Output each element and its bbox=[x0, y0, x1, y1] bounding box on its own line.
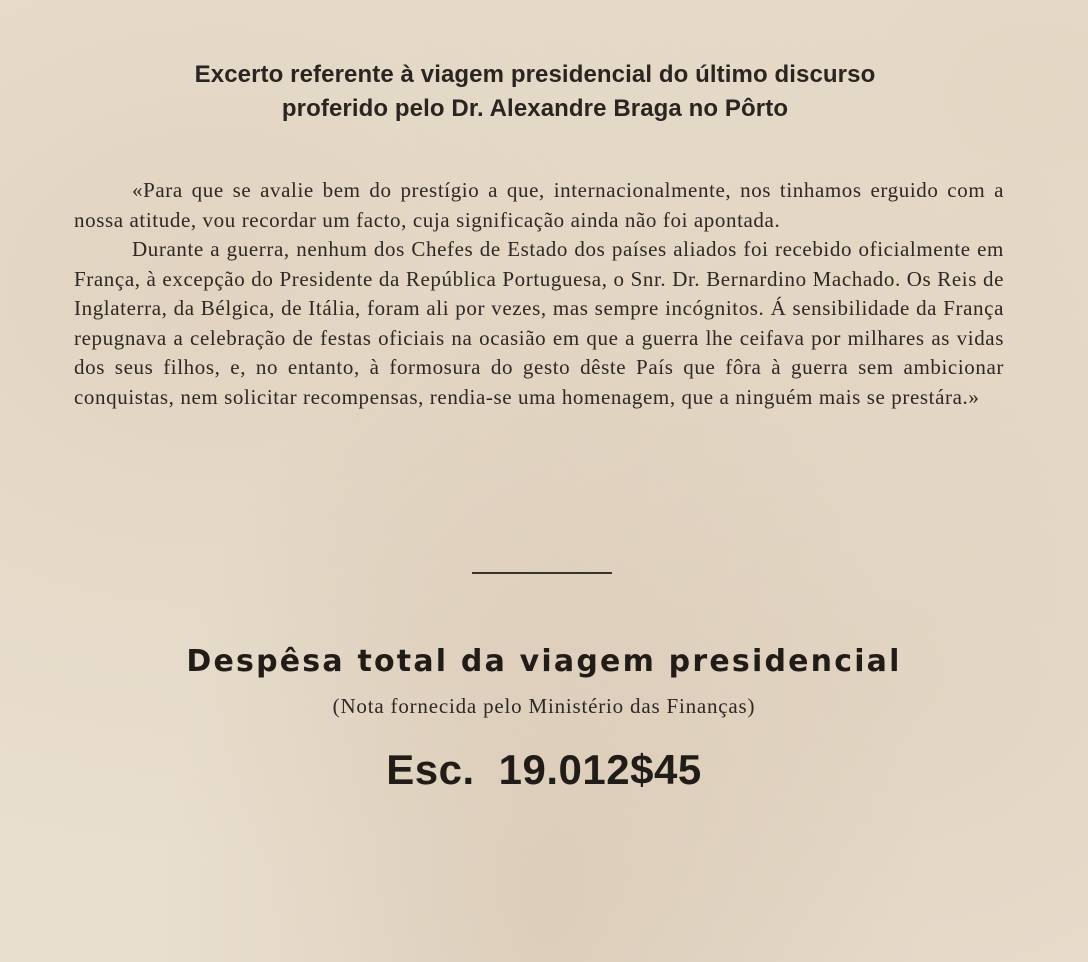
section-divider bbox=[472, 572, 612, 574]
currency-label: Esc. bbox=[386, 746, 475, 793]
total-expense-title: Despêsa total da viagem presidencial bbox=[186, 644, 902, 679]
quote-paragraph-1: «Para que se avalie bem do prestígio a que, internacionalmente, nos tinhamos erguido com a nossa atitude, vou recordar um facto, cuja significação ainda não foi apontada. bbox=[74, 178, 1004, 232]
total-expense-note: (Nota fornecida pelo Ministério das Finanças) bbox=[332, 694, 756, 718]
speech-quote bbox=[74, 176, 1004, 412]
excerpt-heading-line-2: proferido pelo Dr. Alexandre Braga no Pôrto bbox=[281, 95, 789, 122]
total-expense-amount bbox=[0, 746, 1088, 794]
amount-value: 19.012$45 bbox=[498, 746, 702, 793]
excerpt-heading bbox=[0, 58, 1070, 126]
quote-paragraph-2: Durante a guerra, nenhum dos Chefes de Estado dos países aliados foi recebido oficialmente em França, à excepção do Presidente da República Portuguesa, o Snr. Dr. Bernardino Machado. Os Reis de Inglaterra, da Bélgica, de Itália, foram ali por vezes, mas sempre incógnitos. Á sensibilidade da França repugnava a celebração de festas oficiais na ocasião em que a guerra lhe ceifava por milhares as vidas dos seus filhos, e, no entanto, à formosura do gesto dêste País que fôra à guerra sem ambicionar conquistas, nem solicitar recompensas, rendia-se uma homenagem, que a ninguém mais se prestára.» bbox=[74, 237, 1004, 409]
excerpt-heading-line-1: Excerto referente à viagem presidencial do último discurso bbox=[194, 61, 876, 88]
